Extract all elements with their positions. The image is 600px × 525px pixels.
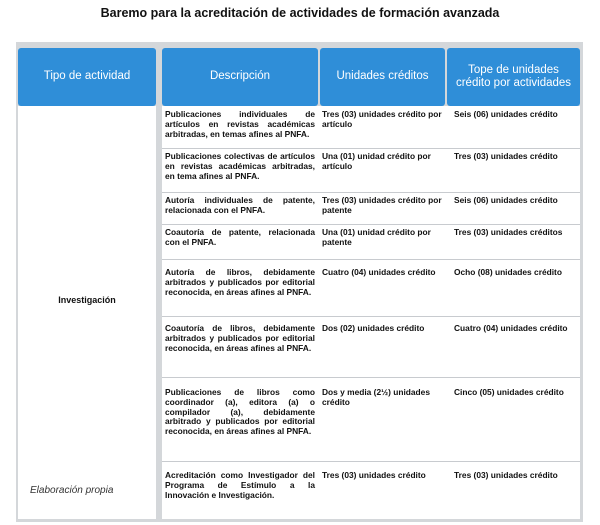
header-unidades-creditos: Unidades créditos xyxy=(320,48,445,106)
row-descripcion: Autoría individuales de patente, relacionada con el PNFA. xyxy=(165,195,315,215)
row-descripcion: Acreditación como Investigador del Programa de Estímulo a la Innovación e Investigación. xyxy=(165,470,315,500)
row-tope: Seis (06) unidades crédito xyxy=(454,109,558,119)
source-note: Elaboración propia xyxy=(30,485,114,496)
row-descripcion: Publicaciones individuales de artículos en revistas académicas arbitradas, en temas afines al PNFA. xyxy=(165,109,315,139)
row-divider xyxy=(162,377,580,378)
row-unidades: Dos (02) unidades crédito xyxy=(322,323,425,333)
row-descripcion: Coautoría de patente, relacionada con el PNFA. xyxy=(165,227,315,247)
header-tipo-actividad: Tipo de actividad xyxy=(18,48,156,106)
category-column xyxy=(18,106,156,519)
row-divider xyxy=(162,224,580,225)
document-title: Baremo para la acreditación de actividades de formación avanzada xyxy=(100,6,500,20)
row-tope: Seis (06) unidades crédito xyxy=(454,195,558,205)
row-descripcion: Publicaciones colectivas de artículos en revistas académicas arbitradas, en tema afines al PNFA. xyxy=(165,151,315,181)
row-unidades: Tres (03) unidades crédito por patente xyxy=(322,195,442,215)
row-tope: Cinco (05) unidades crédito xyxy=(454,387,564,397)
row-unidades: Una (01) unidad crédito por artículo xyxy=(322,151,431,171)
row-tope: Tres (03) unidades crédito xyxy=(454,151,558,161)
row-tope: Cuatro (04) unidades crédito xyxy=(454,323,568,333)
row-descripcion: Coautoría de libros, debidamente arbitrados y publicados por editorial reconocida, en áreas afines al PNFA. xyxy=(165,323,315,353)
category-investigacion: Investigación xyxy=(58,295,116,305)
row-divider xyxy=(162,259,580,260)
row-tope: Tres (03) unidades créditos xyxy=(454,227,563,237)
row-tope: Tres (03) unidades crédito xyxy=(454,470,558,480)
row-unidades: Tres (03) unidades crédito por artículo xyxy=(322,109,442,129)
row-unidades: Tres (03) unidades crédito xyxy=(322,470,426,480)
row-unidades: Cuatro (04) unidades crédito xyxy=(322,267,436,277)
row-descripcion: Publicaciones de libros como coordinador (a), editora (a) o compilador (a), debidamente arbitrado y publicados por editorial reconocida, en áreas afines al PNFA. xyxy=(165,387,315,437)
row-unidades: Una (01) unidad crédito por patente xyxy=(322,227,431,247)
row-unidades: Dos y media (2½) unidades crédito xyxy=(322,387,430,407)
row-divider xyxy=(162,148,580,149)
header-descripcion: Descripción xyxy=(162,48,318,106)
row-descripcion: Autoría de libros, debidamente arbitrados y publicados por editorial reconocida, en áreas afines al PNFA. xyxy=(165,267,315,297)
row-divider xyxy=(162,192,580,193)
row-divider xyxy=(162,461,580,462)
header-tope-unidades: Tope de unidades crédito por actividades xyxy=(447,48,580,106)
row-tope: Ocho (08) unidades crédito xyxy=(454,267,562,277)
row-divider xyxy=(162,316,580,317)
